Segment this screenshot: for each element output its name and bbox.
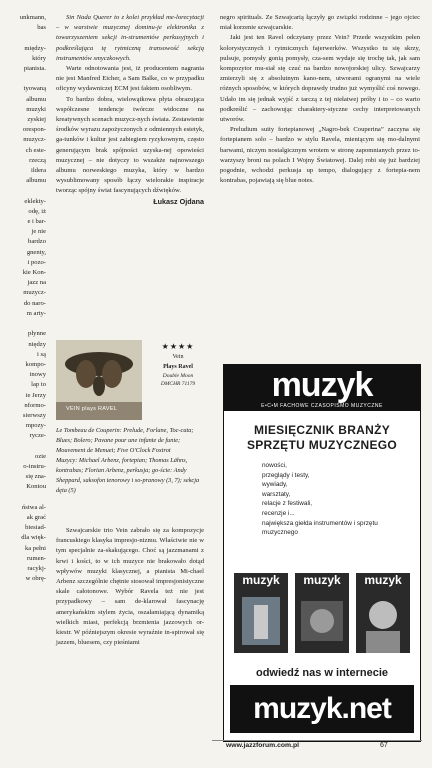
ad-logo: muzyk — [271, 366, 373, 404]
ad-website-logo: muzyk.net — [230, 685, 414, 733]
left-fragment-line: się zna- — [25, 473, 46, 481]
portrait-image-icon — [356, 587, 410, 653]
left-fragment-line: i pozo- — [27, 258, 46, 266]
left-fragment-line: nformo- — [24, 401, 46, 409]
left-fragment-line: ildera — [30, 167, 46, 175]
magazine-cover-logo: muzyk — [303, 573, 341, 587]
right-column-article — [220, 13, 420, 186]
left-fragment-line: dla więk- — [21, 534, 46, 542]
left-fragment-line: i są — [37, 350, 46, 358]
left-fragment-line: kie Kon- — [22, 269, 46, 277]
ad-bullet: przeglądy i testy, — [262, 471, 310, 479]
paragraph-text: Sin Nada Querer to z kolei przykład me-lorecytacji – w warstwie muzycznej dominu-je elektronika z towarzyszeniem sekcji in-strumentów perkusyjnych i podkreślająca tę rytmiczną transowość sekcją instrumentów smyczkowych. — [56, 14, 204, 62]
left-fragment-line: racykj- — [27, 564, 46, 572]
left-fragment-line: bas — [37, 24, 46, 32]
ad-bullet: nowości, — [262, 462, 287, 469]
footer-divider — [212, 740, 422, 741]
left-fragment-line: płynne — [28, 330, 46, 338]
left-fragment-line: do naro- — [23, 299, 46, 307]
ad-magazine-covers — [234, 573, 410, 653]
left-fragment-line: sierwszy — [22, 411, 46, 419]
left-fragment-line: Kontou — [26, 483, 46, 491]
left-fragment-line — [0, 442, 46, 452]
left-fragment-line: jazz na — [27, 279, 46, 287]
paragraph: Preludium suity fortepianowej „Nagro-bek Couperina” zaczyna się fortepianem solo – bardzo w stylu Ravela, mieniącym się mo-dalnymi barwami, niczym nostalgicznym wrotem w stronę zapomnianych przez to-warzyszy broni na polach I Wojny Światowej. Dalej robi się już bardziej pogodnie, wchodzi perkusja up tempo, dialogujący z fortepia-nem kontrabas, pojawiają się blue notes. — [220, 126, 420, 185]
left-column-fragments — [0, 13, 46, 584]
left-fragment-line: ak grać — [26, 513, 46, 521]
musicians-list: Muzycy: Michael Arbenz, fortepian; Thomas Lähns, kontrabas; Florian Arbenz, perkusja; go-ście: Andy Sheppard, saksofon tenorowy i so-pranowy (3, 7); sekcja dęta (5) — [56, 457, 200, 494]
left-fragment-line: odę, iż — [28, 207, 46, 215]
left-fragment-line: e i bar- — [27, 218, 46, 226]
ad-bullet: warsztaty, — [262, 490, 291, 498]
left-fragment-line: je nie — [31, 228, 46, 236]
left-fragment-line: muzycz- — [23, 289, 46, 297]
page-number: 67 — [380, 742, 388, 749]
left-fragment-line — [0, 186, 46, 196]
paragraph: To bardzo dobra, wielowątkowa płyta obrazująca współczesne tendencje twórcze widoczne na kreatywnych scenach muzycz-nych świata. Zestawienie środków wyrazu zapożyczonych z odmiennych estetyk, ga-tunków i kultur jest zabiegiem ryzykownym, często generującym brak spójności uzyska-nej opowieści muzycznej – nie dotyczy to wszakże najnowszego albumu norweskiego muzyka, który w bardzo wysublimowany sposób łączy wielorakie inspiracje tworząc spójny świat fascynujących dźwięków. — [56, 95, 204, 195]
left-fragment-line: muzycz- — [23, 136, 46, 144]
paragraph: negro spirituals. Ze Szwajcarią łączyły go związki rodzinne – jego ojciec miał korzenie szwajcarskie. — [220, 14, 420, 32]
left-fragment-line: ch este- — [25, 146, 46, 154]
album-info — [151, 342, 205, 388]
magazine-cover-logo: muzyk — [364, 573, 402, 587]
album-cover — [56, 340, 142, 420]
left-fragment-line: biesiad- — [25, 524, 46, 532]
magazine-cover — [295, 573, 349, 653]
middle-column-article — [56, 13, 204, 207]
left-fragment-line: rumen- — [26, 554, 46, 562]
left-fragment-line: ie Jerzy — [25, 391, 46, 399]
left-fragment-line: pianista. — [23, 65, 46, 73]
left-fragment-line: ozie — [35, 452, 46, 460]
left-fragment-line: który — [32, 54, 46, 62]
magazine-cover-logo: muzyk — [242, 573, 280, 587]
author-signature: Łukasz Ojdana — [153, 196, 204, 206]
ad-bullet: muzycznego — [262, 529, 298, 537]
muzyk-advertisement — [223, 364, 421, 742]
left-fragment-line: orespon- — [22, 126, 46, 134]
left-fragment-line: rzeczą — [29, 156, 46, 164]
ad-bullet: wywiady, — [262, 481, 288, 489]
left-fragment-line: kompo- — [25, 360, 46, 368]
paragraph: Jaki jest ten Ravel odczytany przez Vein? Przede wszystkim pełen kolorystycznych i rytmicznych fajerwerków. Wszystko tu się skrzy, pulsuje, pomysły gonią pomysły, cza-sem wydaje się trochę tak, jak sam kompozytor mu-siał się czuć na bardzo nowojorskiej ulicy. Szwajcarzy zmierzyli się z absolutnym kano-nem, utworami ogranymi na wiele różnych sposobów, w których doprawdy trudno już wymyślić coś nowego. Udało im się jednak wyjść z tarczą z tej niełatwej próby i to – co warto podkreślić – zachowując charaktery-styczne cechy interpretowanych utworów. — [220, 34, 420, 124]
left-fragment-line: niędzy — [28, 340, 46, 348]
left-fragment-line: zyskiej — [27, 116, 46, 124]
ad-bullet: recenzje i... — [262, 509, 295, 517]
album-title: Plays Ravel — [163, 364, 193, 370]
left-fragment-line: inowy — [29, 371, 46, 379]
left-fragment-line: ństwa al- — [22, 503, 46, 511]
magazine-cover — [234, 573, 288, 653]
left-fragment-line — [0, 319, 46, 329]
left-fragment-line — [0, 74, 46, 84]
amplifier-image-icon — [295, 587, 349, 653]
ad-bullet-list — [224, 461, 420, 538]
left-fragment-line: rycze- — [29, 432, 46, 440]
footer-url: www.jazzforum.com.pl — [226, 742, 300, 749]
ad-bullet: relacje z festiwali, — [262, 500, 313, 508]
paragraph: Warte odnotowania jest, iż producentem nagrania nie jest Manfred Eicher, a Sam Balke, co w przypadku oficyny wydawniczej ECM jest faktem osobliwym. — [56, 65, 204, 93]
left-fragment-line: mpozy- — [25, 422, 46, 430]
left-fragment-line: eklekty- — [24, 197, 46, 205]
left-fragment-line: ka pełni — [24, 544, 46, 552]
left-fragment-line: albumu — [26, 177, 46, 185]
left-fragment-line: lap to — [31, 381, 46, 389]
album-label: Double Moon — [162, 373, 194, 379]
album-cover-title: VEIN plays RAVEL — [66, 406, 118, 412]
left-fragment-line: muzyki — [26, 105, 46, 113]
left-fragment-line — [0, 493, 46, 503]
album-credits — [56, 426, 204, 496]
guitar-image-icon — [234, 587, 288, 653]
album-artist: Vein — [172, 354, 184, 360]
left-fragment-line: albumu — [26, 95, 46, 103]
ad-subtitle: E•C•M FACHOWE CZASOPISMO MUZYCZNE — [261, 403, 383, 409]
left-fragment-line: gnenty, — [26, 248, 46, 256]
magazine-cover — [356, 573, 410, 653]
album-catalog: DMCHR 71179 — [160, 381, 196, 387]
left-fragment-line: w obrę- — [25, 575, 46, 583]
track-list: Le Tombeau de Couperin: Prelude, Forlane, Toc-cata; Blues; Bolero; Pavane pour une infante de funte; Mouvement de Menuet; Five O'Clock Foxtrot — [56, 427, 194, 454]
review-text — [56, 526, 204, 648]
ad-header — [224, 365, 420, 411]
left-fragment-line: unkmann, — [19, 14, 46, 21]
left-fragment-line: m arty- — [26, 309, 46, 317]
left-fragment-line: bardzo — [28, 238, 46, 246]
left-fragment-line: o-instru- — [23, 462, 46, 470]
rating-stars: ★★★★ — [161, 342, 195, 351]
ad-footer-text: odwiedź nas w internecie — [255, 667, 389, 679]
paragraph: Szwajcarskie trio Vein zabrało się za kompozycje francuskiego klasyka impresjo-nizmu. Właściwie nie w tym specjalnie za-skakującego. Choć są jazzmanami z krwi i kości, to w ich muzyce nie brakowało dotąd wpływów muzyki klasycznej, a pianista Mi-chael Arbenz szczególnie chętnie stosował impresjonistyczne skale całotonowe. Wybór Ravela też nie jest przypadkowy – sam de-klarował fascynację amerykańskim stylem życia, oszałamiającą dynamiką wielkich miast, perfekcją brzmienia jazzowych or-kiestr. W późniejszym okresie wyraźnie in-spirował się jazzem, bluesem, czy pieśniami — [56, 527, 204, 647]
paragraph — [56, 13, 204, 64]
left-fragment-line: między- — [24, 44, 46, 52]
left-fragment-line: tyowaną — [23, 85, 46, 93]
album-box — [56, 340, 206, 420]
left-fragment-line — [0, 33, 46, 43]
ad-headline: MIESIĘCZNIK BRANŻY SPRZĘTU MUZYCZNEGO — [246, 423, 398, 452]
ad-bullet: największa giełda instrumentów i sprzętu — [262, 519, 378, 527]
